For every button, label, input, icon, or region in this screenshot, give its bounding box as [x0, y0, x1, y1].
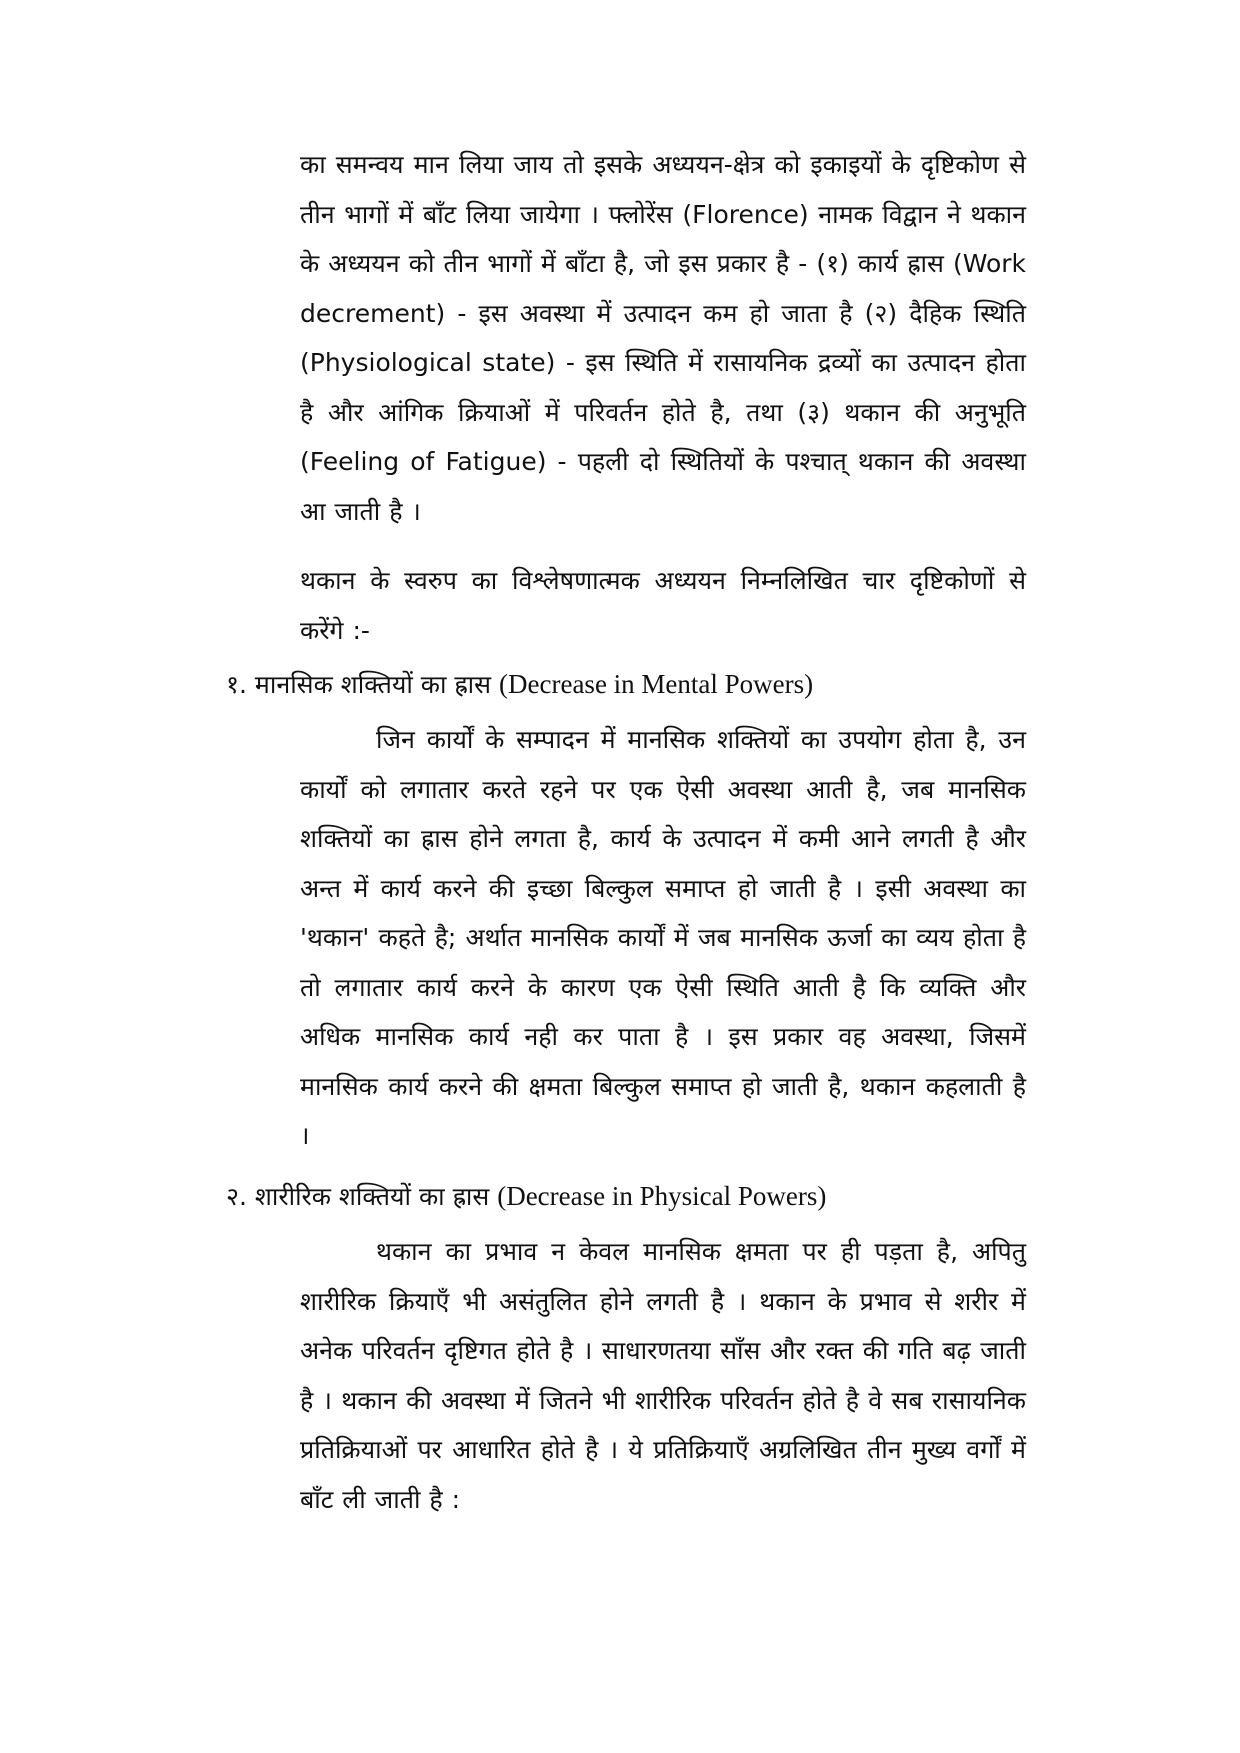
section-2-number: २. — [226, 1182, 247, 1211]
section-2-title-hindi: शारीरिक शक्तियों का ह्रास — [254, 1182, 490, 1211]
section-1-title-hindi: मानसिक शक्तियों का ह्रास — [254, 670, 492, 699]
section-2-heading — [226, 1176, 826, 1217]
section-1-heading — [226, 664, 813, 705]
section-1-body: जिन कार्यों के सम्पादन में मानसिक शक्तियों का उपयोग होता है, उन कार्यों को लगातार करते रहने पर एक ऐसी अवस्था आती है, जब मानसिक शक्तियों का ह्रास होने लगता है, कार्य के उत्पादन में कमी आने लगती है और अन्त में कार्य करने की इच्छा बिल्कुल समाप्त हो जाती है । इसी अवस्था का 'थकान' कहते है; अर्थात मानसिक कार्यों में जब मानसिक ऊर्जा का व्यय होता है तो लगातार कार्य करने के कारण एक ऐसी स्थिति आती है कि व्यक्ति और अधिक मानसिक कार्य नही कर पाता है । इस प्रकार वह अवस्था, जिसमें मानसिक कार्य करने की क्षमता बिल्कुल समाप्त हो जाती है, थकान कहलाती है । — [300, 725, 1026, 1150]
intro-paragraph: का समन्वय मान लिया जाय तो इसके अध्ययन-क्षेत्र को इकाइयों के दृष्टिकोण से तीन भागों में बाँट लिया जायेगा । फ्लोरेंस (Florence) नामक विद्वान ने थकान के अध्ययन को तीन भागों में बाँटा है, जो इस प्रकार है - (१) कार्य ह्रास (Work decrement) - इस अवस्था में उत्पादन कम हो जाता है (२) दैहिक स्थिति (Physiological state) - इस स्थिति में रासायनिक द्रव्यों का उत्पादन होता है और आंगिक क्रियाओं में परिवर्तन होते है, तथा (३) थकान की अनुभूति (Feeling of Fatigue) - पहली दो स्थितियों के पश्चात् थकान की अवस्था आ जाती है । — [300, 150, 1026, 526]
section-2-title-english: (Decrease in Physical Powers) — [497, 1181, 827, 1211]
analysis-paragraph: थकान के स्वरुप का विश्लेषणात्मक अध्ययन निम्नलिखित चार दृष्टिकोणों से करेंगे :- — [300, 566, 1026, 645]
section-2-body: थकान का प्रभाव न केवल मानसिक क्षमता पर ही पड़ता है, अपितु शारीरिक क्रियाएँ भी असंतुलित होने लगती है । थकान के प्रभाव से शरीर में अनेक परिवर्तन दृष्टिगत होते है । साधारणतया साँस और रक्त की गति बढ़ जाती है । थकान की अवस्था में जितने भी शारीरिक परिवर्तन होते है वे सब रासायनिक प्रतिक्रियाओं पर आधारित होते है । ये प्रतिक्रियाएँ अग्रलिखित तीन मुख्य वर्गों में बाँट ली जाती है : — [300, 1237, 1026, 1514]
section-1-number: १. — [226, 670, 247, 699]
section-1-title-english: (Decrease in Mental Powers) — [499, 669, 814, 699]
